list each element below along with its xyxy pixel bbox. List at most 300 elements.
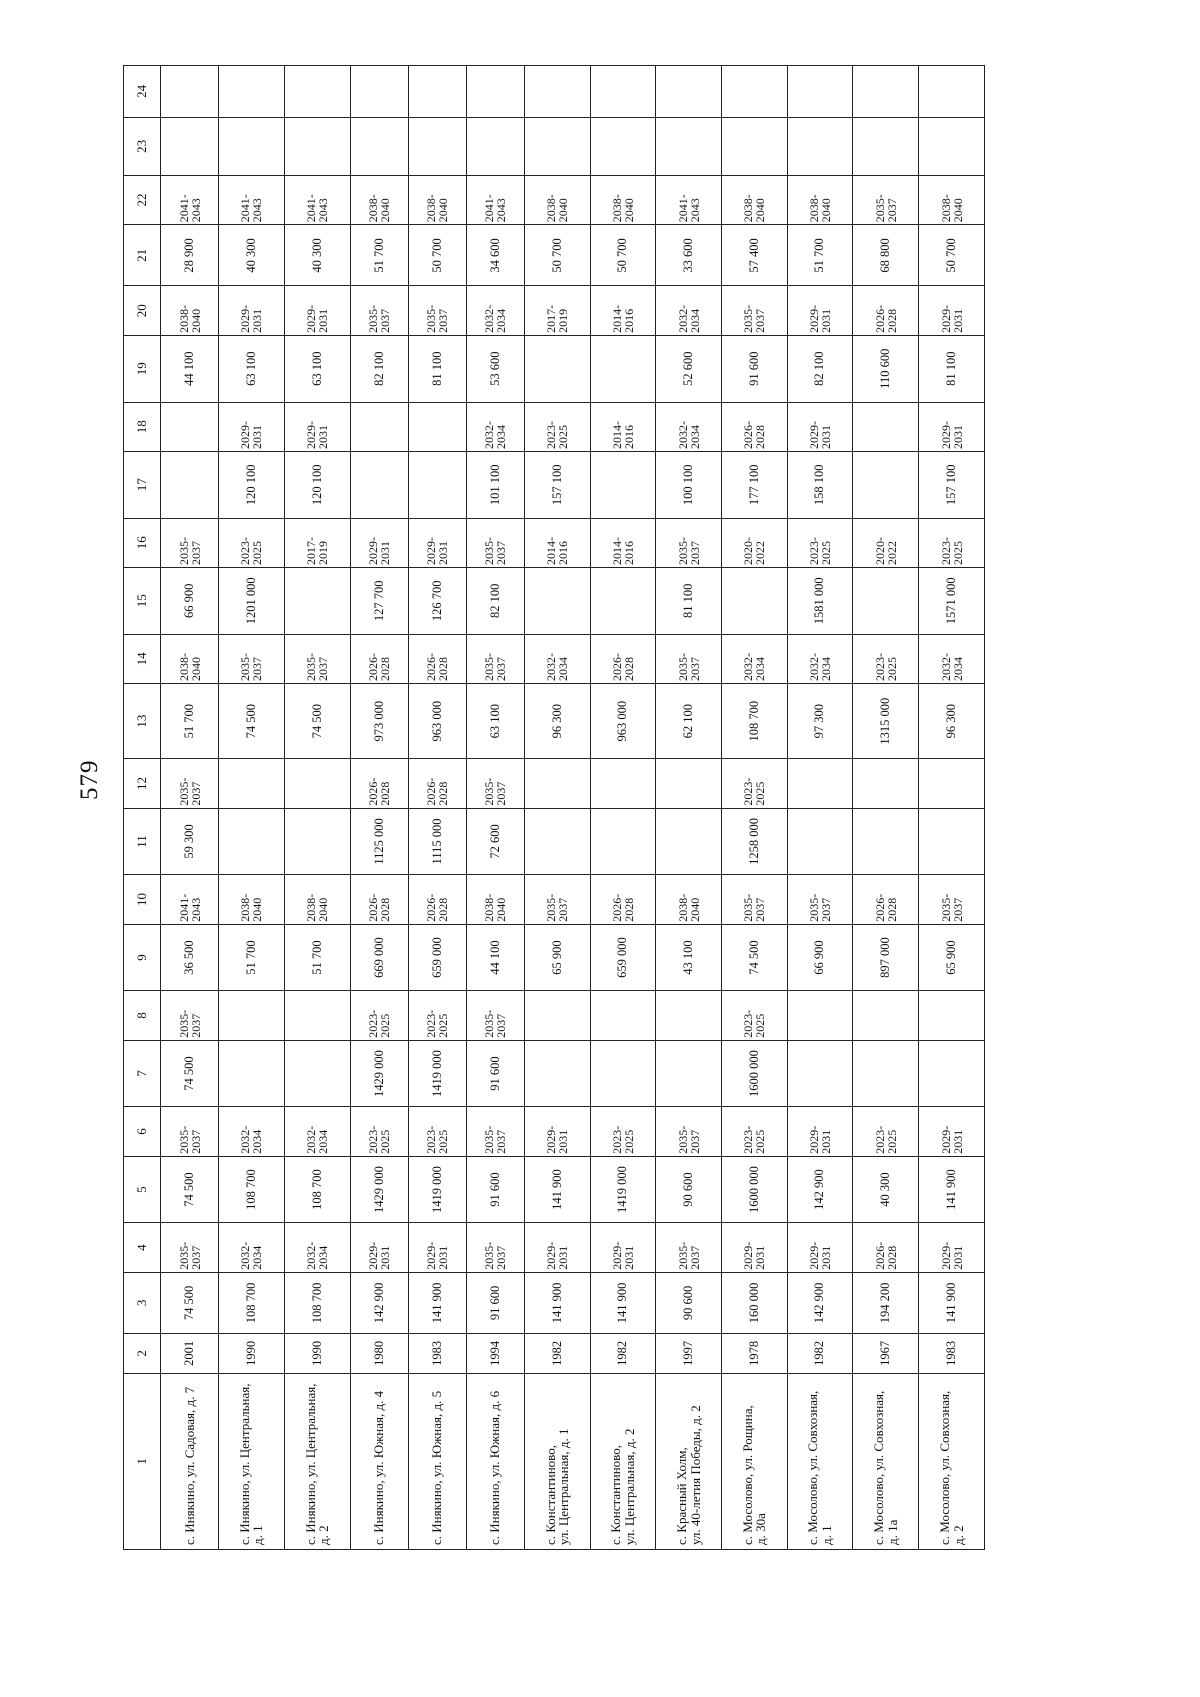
table-cell bbox=[590, 759, 656, 808]
table-cell: 2032- 2034 bbox=[284, 1223, 350, 1272]
table-row bbox=[161, 66, 219, 1550]
table-cell bbox=[656, 117, 722, 175]
table-cell: 2035- 2037 bbox=[656, 1223, 722, 1272]
table-cell: 108 700 bbox=[721, 684, 787, 759]
table-cell: 177 100 bbox=[721, 451, 787, 518]
table-cell: 2035- 2037 bbox=[466, 634, 524, 683]
table-cell: 1982 bbox=[787, 1334, 853, 1374]
table-cell: 40 300 bbox=[284, 225, 350, 286]
table-cell: 2035- 2037 bbox=[466, 1223, 524, 1272]
table-cell: 2026- 2028 bbox=[350, 875, 408, 924]
table-cell bbox=[787, 117, 853, 175]
table-cell: 2020- 2022 bbox=[721, 518, 787, 567]
column-header: 5 bbox=[124, 1156, 161, 1223]
table-cell bbox=[590, 451, 656, 518]
table-cell: 141 900 bbox=[590, 1272, 656, 1333]
table-cell: 2026- 2028 bbox=[721, 402, 787, 451]
table-cell: 2035- 2037 bbox=[284, 634, 350, 683]
table-cell: 2038- 2040 bbox=[161, 286, 219, 335]
table-cell bbox=[524, 759, 590, 808]
table-cell: 2014- 2016 bbox=[590, 402, 656, 451]
table-cell bbox=[590, 567, 656, 634]
table-cell: 2035- 2037 bbox=[466, 518, 524, 567]
table-cell: 2035- 2037 bbox=[161, 518, 219, 567]
table-cell: 2029- 2031 bbox=[219, 286, 285, 335]
table-cell bbox=[853, 66, 919, 118]
column-header: 4 bbox=[124, 1223, 161, 1272]
address-cell: с. Инякино, ул. Центральная, д. 2 bbox=[284, 1373, 350, 1549]
table-cell: 96 300 bbox=[524, 684, 590, 759]
table-cell: 2035- 2037 bbox=[919, 875, 985, 924]
table-cell: 1429 000 bbox=[350, 1156, 408, 1223]
table-cell: 2035- 2037 bbox=[161, 1107, 219, 1156]
table-cell: 50 700 bbox=[408, 225, 466, 286]
table-cell: 2032- 2034 bbox=[656, 286, 722, 335]
table-cell bbox=[590, 66, 656, 118]
table-cell bbox=[787, 808, 853, 875]
table-cell: 2038- 2040 bbox=[219, 875, 285, 924]
table-cell bbox=[350, 66, 408, 118]
table-cell: 2035- 2037 bbox=[408, 286, 466, 335]
table-row bbox=[853, 66, 919, 1550]
table-cell: 51 700 bbox=[284, 924, 350, 991]
table-cell: 1980 bbox=[350, 1334, 408, 1374]
table-cell bbox=[161, 66, 219, 118]
table-cell bbox=[161, 451, 219, 518]
table-cell: 158 100 bbox=[787, 451, 853, 518]
table-cell: 108 700 bbox=[284, 1156, 350, 1223]
rotated-table-container bbox=[123, 65, 985, 1550]
table-cell: 2026- 2028 bbox=[590, 634, 656, 683]
column-header: 16 bbox=[124, 518, 161, 567]
table-cell bbox=[408, 451, 466, 518]
table-cell bbox=[350, 402, 408, 451]
table-cell: 2029- 2031 bbox=[919, 1107, 985, 1156]
table-cell: 59 300 bbox=[161, 808, 219, 875]
table-cell: 2038- 2040 bbox=[787, 175, 853, 224]
table-cell bbox=[787, 1040, 853, 1107]
header-row bbox=[124, 66, 161, 1550]
table-cell: 2035- 2037 bbox=[466, 991, 524, 1040]
table-cell: 142 900 bbox=[787, 1272, 853, 1333]
table-cell bbox=[853, 451, 919, 518]
table-cell: 2023- 2025 bbox=[853, 1107, 919, 1156]
table-cell: 2029- 2031 bbox=[590, 1223, 656, 1272]
table-cell bbox=[284, 1040, 350, 1107]
table-row bbox=[787, 66, 853, 1550]
table-row bbox=[466, 66, 524, 1550]
table-cell: 1994 bbox=[466, 1334, 524, 1374]
table-cell bbox=[787, 759, 853, 808]
table-cell: 81 100 bbox=[656, 567, 722, 634]
table-cell: 126 700 bbox=[408, 567, 466, 634]
table-cell: 65 900 bbox=[919, 924, 985, 991]
table-cell bbox=[219, 759, 285, 808]
table-cell: 2041- 2043 bbox=[219, 175, 285, 224]
table-cell bbox=[219, 117, 285, 175]
table-cell bbox=[350, 451, 408, 518]
column-header: 15 bbox=[124, 567, 161, 634]
table-cell bbox=[721, 567, 787, 634]
table-cell: 2017- 2019 bbox=[524, 286, 590, 335]
table-cell: 57 400 bbox=[721, 225, 787, 286]
table-cell: 1990 bbox=[219, 1334, 285, 1374]
table-cell: 51 700 bbox=[219, 924, 285, 991]
table-cell: 82 100 bbox=[787, 335, 853, 402]
table-cell: 2029- 2031 bbox=[219, 402, 285, 451]
table-cell: 2029- 2031 bbox=[408, 1223, 466, 1272]
table-cell: 1315 000 bbox=[853, 684, 919, 759]
table-cell: 2023- 2025 bbox=[350, 1107, 408, 1156]
table-cell: 96 300 bbox=[919, 684, 985, 759]
table-cell: 2026- 2028 bbox=[853, 875, 919, 924]
table-cell bbox=[219, 66, 285, 118]
address-cell: с. Мосолово, ул. Совхозная, д. 1а bbox=[853, 1373, 919, 1549]
table-cell: 1419 000 bbox=[408, 1040, 466, 1107]
table-cell bbox=[161, 117, 219, 175]
table-cell: 2032- 2034 bbox=[919, 634, 985, 683]
table-cell bbox=[466, 66, 524, 118]
table-cell bbox=[590, 335, 656, 402]
table-cell: 141 900 bbox=[524, 1272, 590, 1333]
table-cell: 74 500 bbox=[161, 1156, 219, 1223]
table-cell: 963 000 bbox=[408, 684, 466, 759]
table-cell: 1571 000 bbox=[919, 567, 985, 634]
table-cell: 2038- 2040 bbox=[721, 175, 787, 224]
table-cell: 2023- 2025 bbox=[524, 402, 590, 451]
table-row bbox=[350, 66, 408, 1550]
table-cell: 2035- 2037 bbox=[161, 759, 219, 808]
table-cell bbox=[524, 991, 590, 1040]
table-cell: 2041- 2043 bbox=[284, 175, 350, 224]
table-cell: 1982 bbox=[524, 1334, 590, 1374]
table-cell bbox=[919, 808, 985, 875]
table-cell bbox=[853, 117, 919, 175]
table-cell: 1990 bbox=[284, 1334, 350, 1374]
table-cell bbox=[524, 66, 590, 118]
address-cell: с. Мосолово, ул. Совхозная, д. 1 bbox=[787, 1373, 853, 1549]
page-number: 579 bbox=[76, 759, 103, 800]
table-cell: 2029- 2031 bbox=[524, 1223, 590, 1272]
table-cell: 82 100 bbox=[350, 335, 408, 402]
column-header: 9 bbox=[124, 924, 161, 991]
table-cell bbox=[408, 117, 466, 175]
table-cell bbox=[524, 335, 590, 402]
table-cell: 1201 000 bbox=[219, 567, 285, 634]
table-cell: 1997 bbox=[656, 1334, 722, 1374]
table-cell: 2041- 2043 bbox=[161, 875, 219, 924]
column-header: 20 bbox=[124, 286, 161, 335]
table-cell: 2038- 2040 bbox=[656, 875, 722, 924]
table-cell: 2035- 2037 bbox=[853, 175, 919, 224]
column-header: 14 bbox=[124, 634, 161, 683]
table-cell: 33 600 bbox=[656, 225, 722, 286]
table-cell: 74 500 bbox=[161, 1272, 219, 1333]
table-cell: 2035- 2037 bbox=[466, 759, 524, 808]
table-cell: 81 100 bbox=[919, 335, 985, 402]
table-cell: 74 500 bbox=[721, 924, 787, 991]
table-cell: 2029- 2031 bbox=[787, 286, 853, 335]
table-cell: 1419 000 bbox=[590, 1156, 656, 1223]
table-cell: 2038- 2040 bbox=[919, 175, 985, 224]
table-cell: 66 900 bbox=[161, 567, 219, 634]
table-cell: 1983 bbox=[919, 1334, 985, 1374]
table-cell: 142 900 bbox=[787, 1156, 853, 1223]
table-cell: 1982 bbox=[590, 1334, 656, 1374]
table-cell bbox=[919, 117, 985, 175]
table-cell: 2029- 2031 bbox=[787, 1223, 853, 1272]
column-header: 23 bbox=[124, 117, 161, 175]
table-cell: 108 700 bbox=[219, 1272, 285, 1333]
table-cell: 2032- 2034 bbox=[284, 1107, 350, 1156]
table-cell: 127 700 bbox=[350, 567, 408, 634]
table-cell: 2023- 2025 bbox=[721, 1107, 787, 1156]
table-cell: 2023- 2025 bbox=[853, 634, 919, 683]
table-cell: 108 700 bbox=[219, 1156, 285, 1223]
table-cell: 44 100 bbox=[466, 924, 524, 991]
table-cell: 669 000 bbox=[350, 924, 408, 991]
address-cell: с. Константиново, ул. Центральная, д. 1 bbox=[524, 1373, 590, 1549]
table-cell: 2038- 2040 bbox=[466, 875, 524, 924]
table-cell bbox=[524, 567, 590, 634]
table-cell: 120 100 bbox=[284, 451, 350, 518]
table-cell: 157 100 bbox=[524, 451, 590, 518]
table-cell: 43 100 bbox=[656, 924, 722, 991]
table-row bbox=[524, 66, 590, 1550]
table-cell: 82 100 bbox=[466, 567, 524, 634]
capital-repair-schedule-table bbox=[123, 65, 985, 1550]
table-cell: 2041- 2043 bbox=[466, 175, 524, 224]
table-cell: 2029- 2031 bbox=[350, 1223, 408, 1272]
table-cell: 2035- 2037 bbox=[787, 875, 853, 924]
table-cell: 141 900 bbox=[919, 1156, 985, 1223]
address-cell: с. Инякино, ул. Южная, д. 6 bbox=[466, 1373, 524, 1549]
table-cell bbox=[284, 991, 350, 1040]
column-header: 6 bbox=[124, 1107, 161, 1156]
table-cell: 1600 000 bbox=[721, 1156, 787, 1223]
table-cell: 53 600 bbox=[466, 335, 524, 402]
table-cell: 2038- 2040 bbox=[590, 175, 656, 224]
column-header: 13 bbox=[124, 684, 161, 759]
table-cell: 2029- 2031 bbox=[284, 402, 350, 451]
table-cell: 897 000 bbox=[853, 924, 919, 991]
table-cell: 90 600 bbox=[656, 1156, 722, 1223]
table-cell: 141 900 bbox=[408, 1272, 466, 1333]
table-cell: 2020- 2022 bbox=[853, 518, 919, 567]
table-cell: 2035- 2037 bbox=[656, 518, 722, 567]
table-cell: 2035- 2037 bbox=[656, 634, 722, 683]
table-cell: 160 000 bbox=[721, 1272, 787, 1333]
address-cell: с. Мосолово, ул. Рощина, д. 30а bbox=[721, 1373, 787, 1549]
address-cell: с. Константиново, ул. Центральная, д. 2 bbox=[590, 1373, 656, 1549]
table-cell: 72 600 bbox=[466, 808, 524, 875]
table-cell: 2026- 2028 bbox=[350, 759, 408, 808]
table-cell: 2029- 2031 bbox=[919, 1223, 985, 1272]
table-cell bbox=[466, 117, 524, 175]
table-cell: 50 700 bbox=[590, 225, 656, 286]
column-header: 24 bbox=[124, 66, 161, 118]
table-cell: 40 300 bbox=[219, 225, 285, 286]
column-header: 17 bbox=[124, 451, 161, 518]
table-cell: 1125 000 bbox=[350, 808, 408, 875]
table-cell: 2026- 2028 bbox=[853, 286, 919, 335]
table-cell: 2029- 2031 bbox=[524, 1107, 590, 1156]
table-cell: 141 900 bbox=[524, 1156, 590, 1223]
table-cell: 1967 bbox=[853, 1334, 919, 1374]
column-header: 2 bbox=[124, 1334, 161, 1374]
table-cell: 2029- 2031 bbox=[284, 286, 350, 335]
table-cell: 2023- 2025 bbox=[350, 991, 408, 1040]
table-cell: 100 100 bbox=[656, 451, 722, 518]
table-cell: 2014- 2016 bbox=[590, 518, 656, 567]
table-cell bbox=[919, 991, 985, 1040]
table-cell: 2029- 2031 bbox=[919, 286, 985, 335]
table-cell: 2035- 2037 bbox=[656, 1107, 722, 1156]
address-cell: с. Инякино, ул. Центральная, д. 1 bbox=[219, 1373, 285, 1549]
table-cell: 2032- 2034 bbox=[787, 634, 853, 683]
table-cell bbox=[590, 808, 656, 875]
table-row bbox=[284, 66, 350, 1550]
table-cell: 1983 bbox=[408, 1334, 466, 1374]
table-cell: 2029- 2031 bbox=[350, 518, 408, 567]
table-cell bbox=[408, 66, 466, 118]
table-cell: 157 100 bbox=[919, 451, 985, 518]
table-cell bbox=[919, 759, 985, 808]
table-cell: 2035- 2037 bbox=[161, 1223, 219, 1272]
table-cell bbox=[787, 991, 853, 1040]
table-cell bbox=[161, 402, 219, 451]
table-cell bbox=[853, 567, 919, 634]
table-row bbox=[590, 66, 656, 1550]
table-cell bbox=[524, 808, 590, 875]
table-cell: 1258 000 bbox=[721, 808, 787, 875]
table-cell bbox=[656, 759, 722, 808]
table-cell bbox=[284, 808, 350, 875]
table-cell: 34 600 bbox=[466, 225, 524, 286]
table-cell bbox=[284, 759, 350, 808]
table-cell: 50 700 bbox=[919, 225, 985, 286]
table-row bbox=[408, 66, 466, 1550]
column-header: 18 bbox=[124, 402, 161, 451]
table-cell: 1419 000 bbox=[408, 1156, 466, 1223]
table-cell: 2032- 2034 bbox=[466, 402, 524, 451]
table-cell: 2035- 2037 bbox=[161, 991, 219, 1040]
table-cell: 2023- 2025 bbox=[590, 1107, 656, 1156]
table-cell: 2001 bbox=[161, 1334, 219, 1374]
table-cell: 2038- 2040 bbox=[524, 175, 590, 224]
table-cell bbox=[853, 1040, 919, 1107]
table-cell: 63 100 bbox=[284, 335, 350, 402]
table-cell bbox=[853, 402, 919, 451]
table-cell: 51 700 bbox=[787, 225, 853, 286]
table-cell: 36 500 bbox=[161, 924, 219, 991]
address-cell: с. Инякино, ул. Южная, д. 5 bbox=[408, 1373, 466, 1549]
table-cell: 973 000 bbox=[350, 684, 408, 759]
table-cell bbox=[590, 1040, 656, 1107]
table-cell bbox=[284, 66, 350, 118]
table-cell: 2029- 2031 bbox=[721, 1223, 787, 1272]
table-cell bbox=[787, 66, 853, 118]
column-header: 1 bbox=[124, 1373, 161, 1549]
table-cell: 50 700 bbox=[524, 225, 590, 286]
table-cell: 63 100 bbox=[466, 684, 524, 759]
table-cell: 2026- 2028 bbox=[590, 875, 656, 924]
table-cell bbox=[919, 1040, 985, 1107]
table-cell: 659 000 bbox=[590, 924, 656, 991]
table-cell: 2029- 2031 bbox=[787, 1107, 853, 1156]
column-header: 12 bbox=[124, 759, 161, 808]
table-cell: 2038- 2040 bbox=[284, 875, 350, 924]
table-cell: 2029- 2031 bbox=[919, 402, 985, 451]
column-header: 8 bbox=[124, 991, 161, 1040]
table-cell bbox=[284, 117, 350, 175]
table-cell: 2023- 2025 bbox=[408, 991, 466, 1040]
table-cell: 2017- 2019 bbox=[284, 518, 350, 567]
table-cell: 74 500 bbox=[284, 684, 350, 759]
table-cell: 2035- 2037 bbox=[721, 875, 787, 924]
table-cell: 659 000 bbox=[408, 924, 466, 991]
column-header: 3 bbox=[124, 1272, 161, 1333]
column-header: 21 bbox=[124, 225, 161, 286]
table-cell bbox=[408, 402, 466, 451]
table-cell: 2014- 2016 bbox=[524, 518, 590, 567]
table-cell bbox=[721, 66, 787, 118]
table-cell: 2041- 2043 bbox=[656, 175, 722, 224]
table-cell bbox=[853, 991, 919, 1040]
table-cell: 91 600 bbox=[721, 335, 787, 402]
table-cell: 2029- 2031 bbox=[408, 518, 466, 567]
table-cell bbox=[590, 991, 656, 1040]
table-cell bbox=[219, 991, 285, 1040]
table-cell: 1581 000 bbox=[787, 567, 853, 634]
table-cell: 1600 000 bbox=[721, 1040, 787, 1107]
table-cell: 68 800 bbox=[853, 225, 919, 286]
table-cell: 62 100 bbox=[656, 684, 722, 759]
table-cell: 40 300 bbox=[853, 1156, 919, 1223]
table-cell: 141 900 bbox=[919, 1272, 985, 1333]
table-row bbox=[656, 66, 722, 1550]
table-cell: 2026- 2028 bbox=[408, 875, 466, 924]
table-cell bbox=[853, 759, 919, 808]
table-cell: 2035- 2037 bbox=[219, 634, 285, 683]
table-cell: 2026- 2028 bbox=[408, 759, 466, 808]
table-cell: 2035- 2037 bbox=[721, 286, 787, 335]
table-cell: 2023- 2025 bbox=[787, 518, 853, 567]
table-cell bbox=[590, 117, 656, 175]
table-cell: 91 600 bbox=[466, 1040, 524, 1107]
table-cell: 101 100 bbox=[466, 451, 524, 518]
table-cell: 2023- 2025 bbox=[219, 518, 285, 567]
table-cell: 74 500 bbox=[161, 1040, 219, 1107]
table-cell: 51 700 bbox=[161, 684, 219, 759]
address-cell: с. Инякино, ул. Садовая, д. 7 bbox=[161, 1373, 219, 1549]
table-cell: 91 600 bbox=[466, 1156, 524, 1223]
table-row bbox=[919, 66, 985, 1550]
table-cell: 2026- 2028 bbox=[853, 1223, 919, 1272]
table-cell bbox=[524, 1040, 590, 1107]
table-cell: 2023- 2025 bbox=[721, 991, 787, 1040]
table-cell: 1978 bbox=[721, 1334, 787, 1374]
table-cell: 2038- 2040 bbox=[408, 175, 466, 224]
address-cell: с. Мосолово, ул. Совхозная, д. 2 bbox=[919, 1373, 985, 1549]
table-cell: 2029- 2031 bbox=[787, 402, 853, 451]
table-cell: 963 000 bbox=[590, 684, 656, 759]
table-row bbox=[721, 66, 787, 1550]
table-cell bbox=[853, 808, 919, 875]
table-cell bbox=[721, 117, 787, 175]
table-cell: 91 600 bbox=[466, 1272, 524, 1333]
table-cell: 63 100 bbox=[219, 335, 285, 402]
